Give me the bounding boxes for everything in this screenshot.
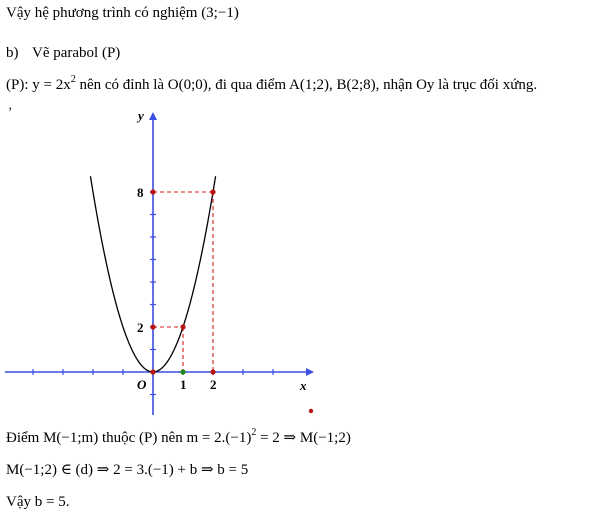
part-b-heading xyxy=(6,44,120,62)
system-solution-conclusion: Vậy hệ phương trình có nghiệm (3;−1) xyxy=(6,5,239,21)
parabola-exponent: 2 xyxy=(70,74,76,85)
parabola-description-start: (P): y = 2x xyxy=(6,77,71,93)
x-tick-label: 2 xyxy=(210,377,217,392)
x-axis-label: x xyxy=(300,378,307,393)
parabola-graph xyxy=(0,100,604,420)
y-tick-label: 8 xyxy=(137,185,144,200)
solve-b-statement: M(−1;2) ∈ (d) ⇒ 2 = 3.(−1) + b ⇒ b = 5 xyxy=(6,462,249,478)
point-m-statement xyxy=(6,429,351,447)
point-m-exponent: 2 xyxy=(251,427,257,438)
y-tick-label: 2 xyxy=(137,320,144,335)
part-b-number: b) xyxy=(6,45,19,61)
data-point xyxy=(150,369,155,374)
data-point xyxy=(210,369,215,374)
origin-label: O xyxy=(137,377,147,392)
x-tick-label: 1 xyxy=(180,377,187,392)
stray-dot xyxy=(309,409,313,413)
parabola-description-end: nên có đỉnh là O(0;0), đi qua điểm A(1;2), B(2;8), nhận Oy là trục đối xứng. xyxy=(75,77,538,93)
data-point xyxy=(210,189,215,194)
x-axis-arrow xyxy=(306,368,314,376)
part-b-title: Vẽ parabol (P) xyxy=(32,45,121,61)
stray-mark: ’ xyxy=(8,104,13,119)
y-axis-label: y xyxy=(138,108,144,123)
data-point xyxy=(180,324,185,329)
data-point xyxy=(150,324,155,329)
point-m-statement-start: Điểm M(−1;m) thuộc (P) nên m = 2.(−1) xyxy=(6,430,252,446)
b-conclusion: Vậy b = 5. xyxy=(6,494,70,510)
y-axis-arrow xyxy=(149,112,157,120)
data-point xyxy=(180,369,185,374)
point-m-statement-end: = 2 ⇒ M(−1;2) xyxy=(256,430,351,446)
data-point xyxy=(150,189,155,194)
parabola-description xyxy=(6,76,537,94)
